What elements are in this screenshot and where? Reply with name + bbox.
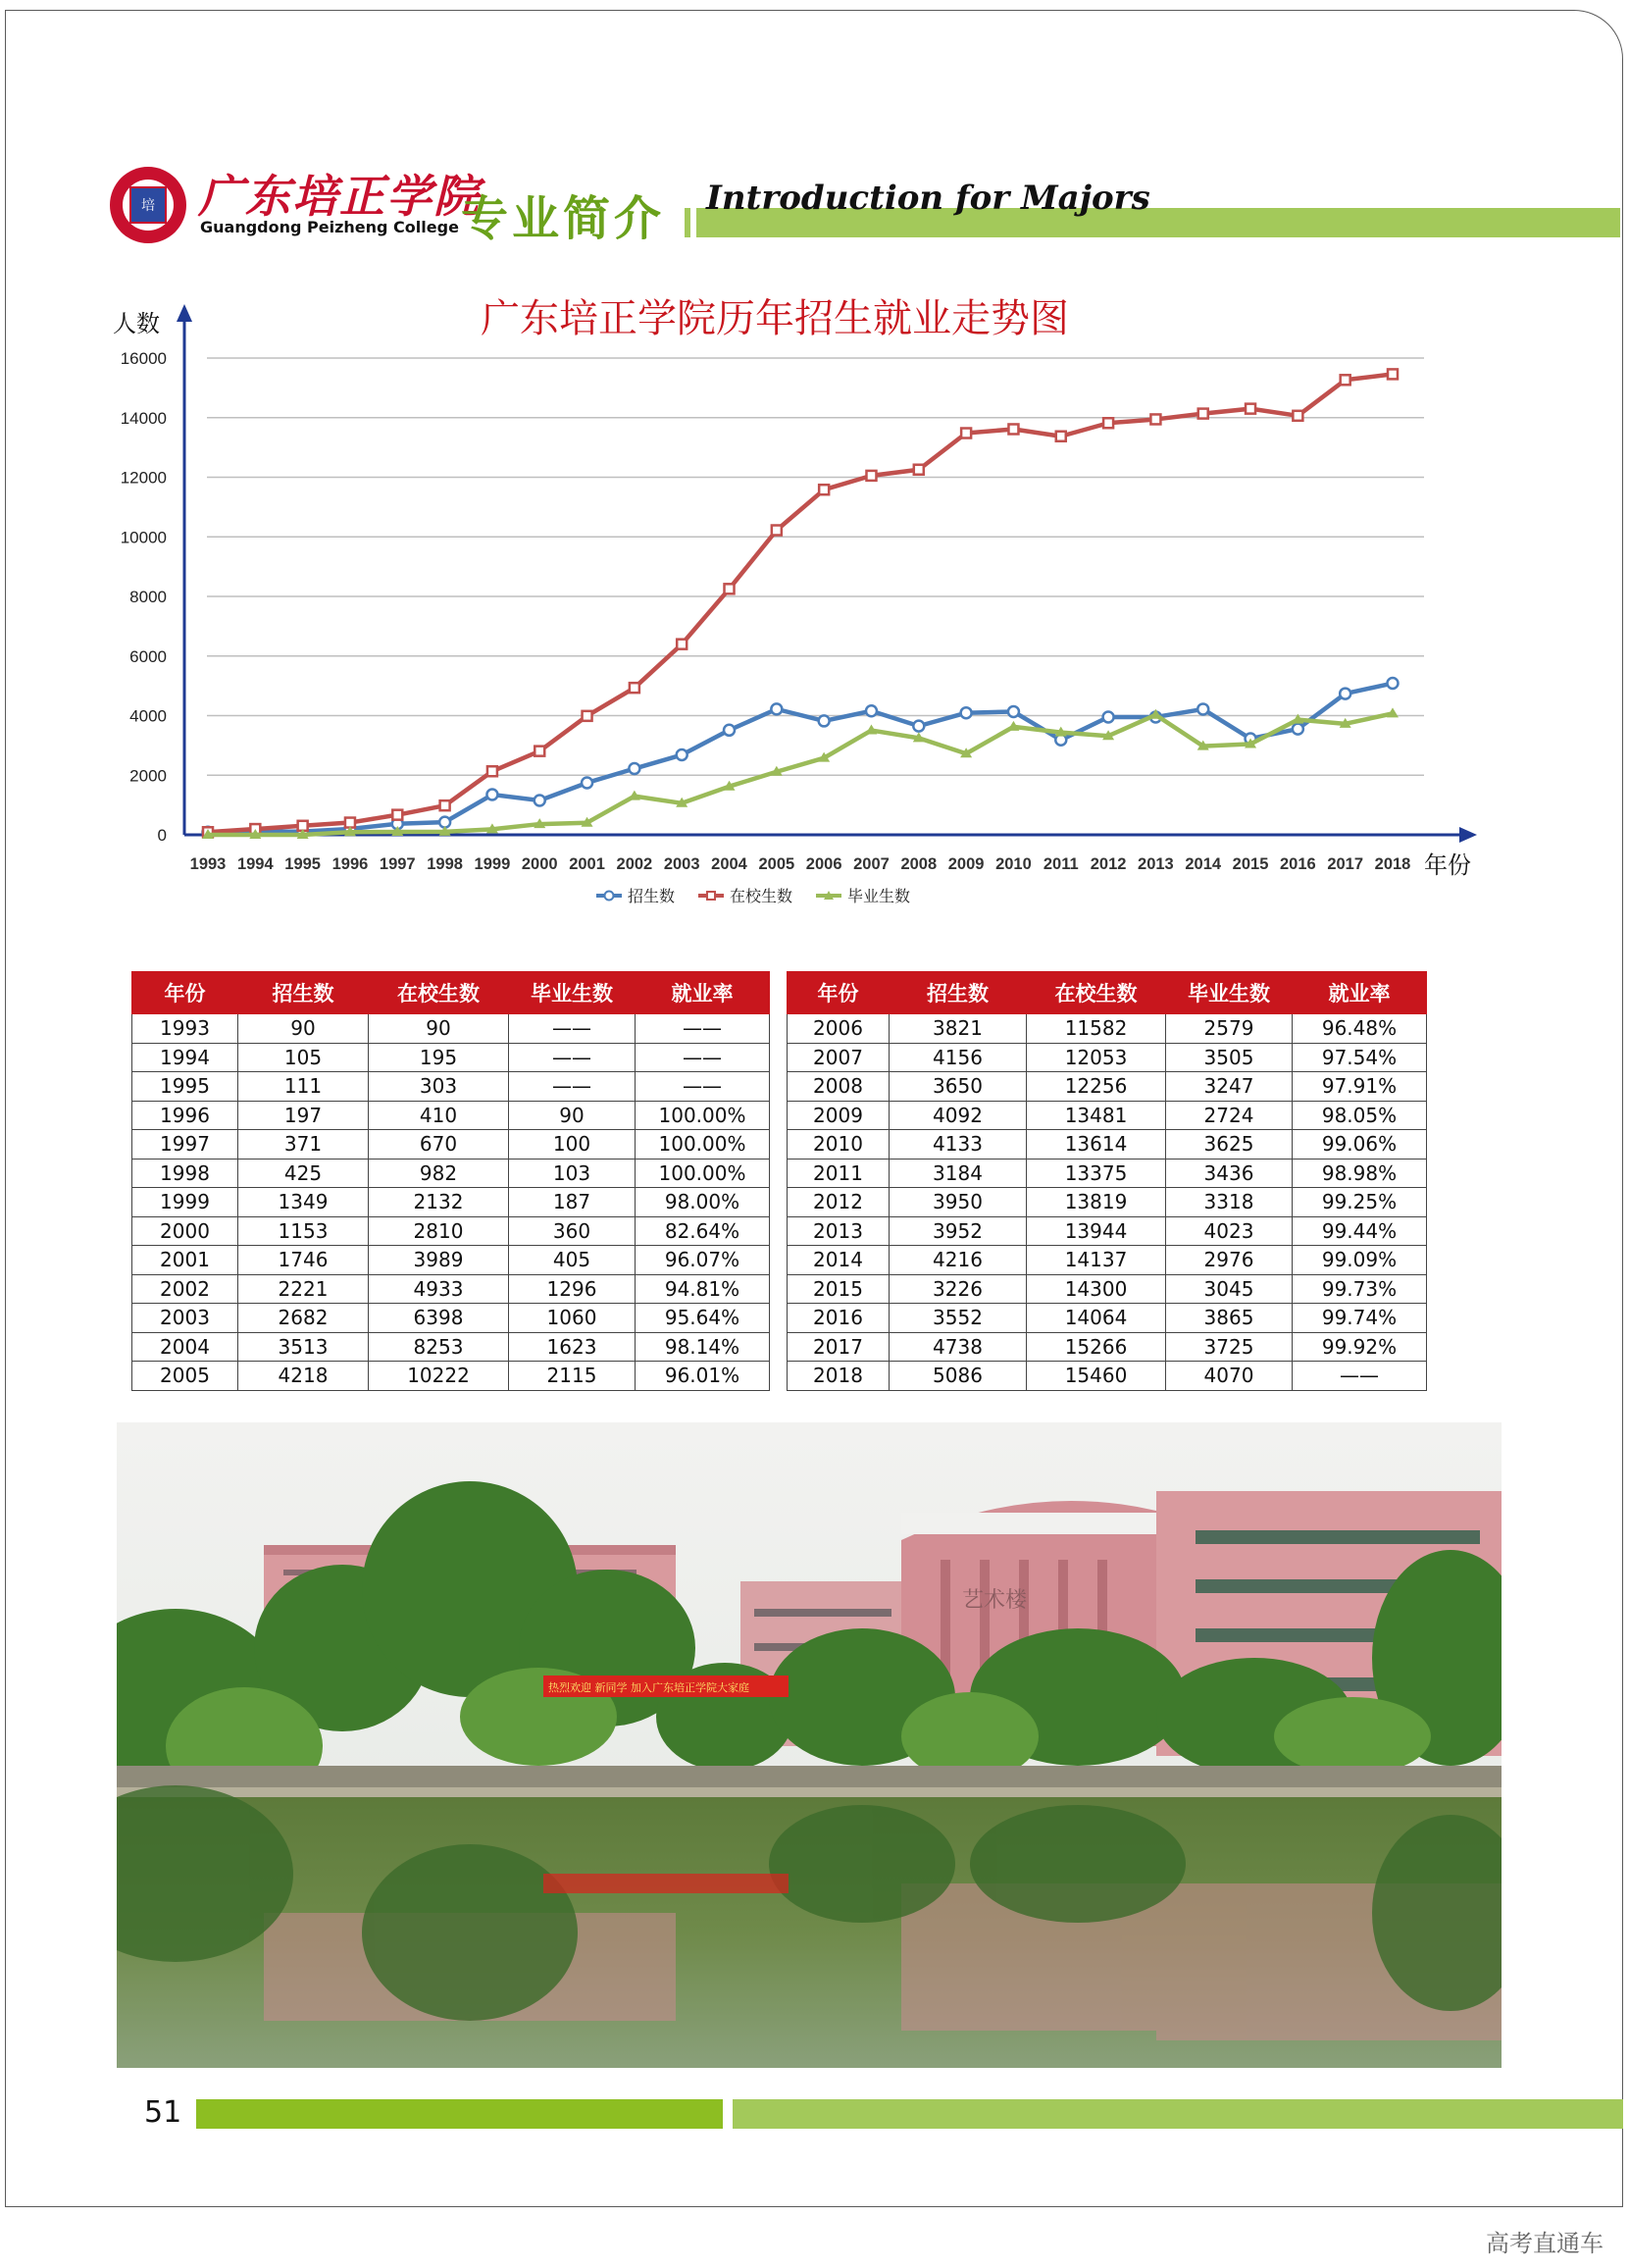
x-tick-label: 2002 — [616, 855, 653, 873]
data-point — [629, 763, 639, 774]
y-tick-label: 12000 — [120, 468, 167, 488]
table-cell: 2003 — [132, 1304, 238, 1333]
data-point — [535, 795, 545, 805]
table-cell: 8253 — [369, 1332, 509, 1362]
table-row — [788, 1332, 1427, 1362]
data-point — [1198, 409, 1208, 419]
table-cell: 3247 — [1166, 1072, 1293, 1102]
x-tick-label: 2000 — [521, 855, 558, 873]
table-cell: 2009 — [788, 1101, 890, 1130]
x-tick-label: 1995 — [284, 855, 321, 873]
table-cell: 95.64% — [636, 1304, 770, 1333]
data-point — [1008, 424, 1018, 434]
table-cell: 99.09% — [1293, 1246, 1427, 1275]
x-axis-arrow — [1459, 827, 1477, 843]
x-tick-label: 2015 — [1232, 855, 1269, 873]
data-point — [725, 584, 735, 593]
table-row — [132, 1304, 770, 1333]
table-cell: 4933 — [369, 1274, 509, 1304]
data-point — [1246, 404, 1255, 414]
table-cell: 82.64% — [636, 1216, 770, 1246]
table-row — [132, 1014, 770, 1044]
data-point — [1341, 375, 1350, 385]
table-cell: 13481 — [1027, 1101, 1166, 1130]
table-cell: 4218 — [238, 1362, 369, 1391]
data-point — [1293, 411, 1302, 421]
chart-title: 广东培正学院历年招生就业走势图 — [481, 296, 1069, 341]
table-cell: 2221 — [238, 1274, 369, 1304]
table-cell: 1349 — [238, 1188, 369, 1217]
data-point — [345, 818, 355, 828]
legend-marker — [605, 892, 614, 901]
x-tick-label: 1994 — [236, 855, 274, 873]
table-cell: 670 — [369, 1130, 509, 1160]
data-point — [582, 777, 592, 788]
table-cell: —— — [636, 1014, 770, 1044]
y-tick-label: 16000 — [120, 349, 167, 368]
stats-table-right — [787, 971, 1427, 1391]
table-row — [788, 1043, 1427, 1072]
table-cell: 2005 — [132, 1362, 238, 1391]
data-point — [535, 747, 544, 756]
college-emblem-icon — [110, 167, 186, 243]
table-row — [788, 1188, 1427, 1217]
x-tick-label: 2018 — [1374, 855, 1411, 873]
data-point — [772, 526, 782, 536]
table-cell: 1153 — [238, 1216, 369, 1246]
stats-table-left — [131, 971, 770, 1391]
table-cell: 111 — [238, 1072, 369, 1102]
table-row — [132, 1332, 770, 1362]
data-point — [914, 465, 924, 475]
table-cell: 1995 — [132, 1072, 238, 1102]
x-tick-label: 2012 — [1090, 855, 1127, 873]
watermark: 高考直通车 — [1486, 2230, 1604, 2257]
table-cell: 3989 — [369, 1246, 509, 1275]
table-cell: 1999 — [132, 1188, 238, 1217]
table-row — [788, 1304, 1427, 1333]
campus-photo — [117, 1422, 1502, 2068]
y-tick-label: 8000 — [129, 588, 167, 606]
x-tick-label: 2007 — [853, 855, 890, 873]
table-cell: 3184 — [890, 1159, 1027, 1188]
table-cell: 3625 — [1166, 1130, 1293, 1160]
table-cell: 982 — [369, 1159, 509, 1188]
y-axis-label: 人数 — [113, 310, 160, 337]
x-tick-label: 1999 — [474, 855, 511, 873]
table-cell: 1997 — [132, 1130, 238, 1160]
table-cell: 1998 — [132, 1159, 238, 1188]
table-cell: 100.00% — [636, 1159, 770, 1188]
data-point — [630, 683, 639, 693]
table-row — [788, 1130, 1427, 1160]
table-cell: —— — [509, 1043, 636, 1072]
table-cell: 14300 — [1027, 1274, 1166, 1304]
table-cell: —— — [1293, 1362, 1427, 1391]
table-cell: 425 — [238, 1159, 369, 1188]
table-cell: 11582 — [1027, 1014, 1166, 1044]
table-cell: 99.92% — [1293, 1332, 1427, 1362]
column-header: 在校生数 — [369, 972, 509, 1014]
table-row — [132, 1362, 770, 1391]
table-cell: 1993 — [132, 1014, 238, 1044]
table-cell: 3552 — [890, 1304, 1027, 1333]
table-cell: 98.98% — [1293, 1159, 1427, 1188]
table-cell: 3650 — [890, 1072, 1027, 1102]
x-tick-label: 1998 — [427, 855, 463, 873]
table-cell: 3821 — [890, 1014, 1027, 1044]
college-name-cn: 广东培正学院 — [198, 170, 481, 223]
table-cell: 2017 — [788, 1332, 890, 1362]
table-cell: 2810 — [369, 1216, 509, 1246]
table-cell: 3513 — [238, 1332, 369, 1362]
table-cell: 2976 — [1166, 1246, 1293, 1275]
table-cell: 90 — [238, 1014, 369, 1044]
column-header: 毕业生数 — [1166, 972, 1293, 1014]
table-row — [132, 1072, 770, 1102]
x-tick-label: 2016 — [1280, 855, 1316, 873]
data-point — [487, 766, 497, 776]
table-row — [788, 1216, 1427, 1246]
table-cell: 4216 — [890, 1246, 1027, 1275]
legend-label: 招生数 — [628, 887, 676, 905]
table-cell: 6398 — [369, 1304, 509, 1333]
x-tick-label: 2004 — [711, 855, 747, 873]
table-cell: 100.00% — [636, 1130, 770, 1160]
table-cell: 98.00% — [636, 1188, 770, 1217]
table-cell: 2012 — [788, 1188, 890, 1217]
table-cell: 99.06% — [1293, 1130, 1427, 1160]
table-cell: 99.73% — [1293, 1274, 1427, 1304]
table-cell: 97.54% — [1293, 1043, 1427, 1072]
footer-bar-dark — [196, 2099, 723, 2129]
data-point — [1197, 703, 1208, 714]
x-tick-label: 2008 — [900, 855, 938, 873]
series-line-1 — [208, 684, 1393, 833]
table-cell: 195 — [369, 1043, 509, 1072]
legend-label: 在校生数 — [730, 887, 793, 905]
table-cell: —— — [509, 1072, 636, 1102]
section-title-cn: 专业简介 — [461, 191, 666, 246]
table-row — [132, 1246, 770, 1275]
table-cell: 2006 — [788, 1014, 890, 1044]
x-tick-label: 2014 — [1185, 855, 1222, 873]
table-cell: 99.44% — [1293, 1216, 1427, 1246]
y-tick-label: 6000 — [129, 646, 167, 666]
data-point — [819, 485, 829, 494]
x-tick-label: 1997 — [379, 855, 416, 873]
legend-marker — [707, 892, 715, 900]
table-cell: 1994 — [132, 1043, 238, 1072]
table-cell: 3318 — [1166, 1188, 1293, 1217]
x-tick-label: 1996 — [331, 855, 369, 873]
x-tick-label: 2010 — [995, 855, 1032, 873]
x-axis-label: 年份 — [1424, 851, 1471, 879]
column-header: 就业率 — [1293, 972, 1427, 1014]
table-cell: 1296 — [509, 1274, 636, 1304]
column-header: 毕业生数 — [509, 972, 636, 1014]
table-row — [788, 1101, 1427, 1130]
table-cell: 2014 — [788, 1246, 890, 1275]
data-point — [1388, 678, 1399, 689]
table-cell: —— — [636, 1043, 770, 1072]
table-cell: 13944 — [1027, 1216, 1166, 1246]
y-tick-label: 0 — [157, 826, 167, 845]
data-point — [583, 711, 592, 721]
data-point — [677, 640, 687, 649]
x-tick-label: 2011 — [1043, 855, 1079, 873]
table-cell: 15460 — [1027, 1362, 1166, 1391]
table-cell: 12256 — [1027, 1072, 1166, 1102]
table-cell: 3952 — [890, 1216, 1027, 1246]
trend-chart-svg — [98, 292, 1491, 920]
table-cell: 3950 — [890, 1188, 1027, 1217]
table-cell: 3436 — [1166, 1159, 1293, 1188]
data-point — [1008, 706, 1019, 717]
data-point — [771, 703, 782, 714]
data-point — [1103, 418, 1113, 428]
table-cell: 2000 — [132, 1216, 238, 1246]
table-cell: 2724 — [1166, 1101, 1293, 1130]
x-tick-label: 2005 — [758, 855, 795, 873]
table-cell: 187 — [509, 1188, 636, 1217]
trend-chart — [98, 292, 1491, 920]
y-tick-label: 10000 — [120, 528, 167, 547]
table-cell: 13819 — [1027, 1188, 1166, 1217]
data-point — [1388, 369, 1398, 379]
y-tick-label: 2000 — [129, 766, 167, 786]
data-point — [1293, 724, 1303, 735]
table-cell: 4092 — [890, 1101, 1027, 1130]
table-row — [788, 1072, 1427, 1102]
data-point — [724, 725, 735, 736]
table-cell: 2002 — [132, 1274, 238, 1304]
column-header: 招生数 — [238, 972, 369, 1014]
table-cell: 371 — [238, 1130, 369, 1160]
table-row — [132, 1188, 770, 1217]
table-cell: 2018 — [788, 1362, 890, 1391]
x-tick-label: 1993 — [189, 855, 227, 873]
table-cell: 4738 — [890, 1332, 1027, 1362]
table-cell: 3045 — [1166, 1274, 1293, 1304]
table-cell: 2015 — [788, 1274, 890, 1304]
table-cell: 2007 — [788, 1043, 890, 1072]
table-cell: 303 — [369, 1072, 509, 1102]
table-cell: 3865 — [1166, 1304, 1293, 1333]
table-cell: 5086 — [890, 1362, 1027, 1391]
section-title-en: Introduction for Majors — [706, 179, 1150, 218]
college-name-en: Guangdong Peizheng College — [200, 218, 459, 236]
table-cell: 2004 — [132, 1332, 238, 1362]
building-sign: 艺术楼 — [962, 1588, 1028, 1613]
x-tick-label: 2009 — [947, 855, 985, 873]
table-header-row — [132, 972, 770, 1014]
table-cell: 97.91% — [1293, 1072, 1427, 1102]
table-cell: 1996 — [132, 1101, 238, 1130]
data-point — [961, 429, 971, 438]
table-cell: 98.14% — [636, 1332, 770, 1362]
data-point — [440, 800, 450, 810]
column-header: 年份 — [788, 972, 890, 1014]
table-cell: 4023 — [1166, 1216, 1293, 1246]
table-cell: 3725 — [1166, 1332, 1293, 1362]
footer-bar-light — [733, 2099, 1623, 2129]
table-cell: 96.48% — [1293, 1014, 1427, 1044]
y-tick-label: 14000 — [120, 408, 167, 428]
table-row — [788, 1246, 1427, 1275]
table-row — [132, 1216, 770, 1246]
table-cell: 99.25% — [1293, 1188, 1427, 1217]
data-point — [1056, 432, 1066, 441]
table-cell: 4156 — [890, 1043, 1027, 1072]
x-tick-label: 2017 — [1327, 855, 1364, 873]
data-point — [1103, 712, 1114, 723]
table-cell: 3505 — [1166, 1043, 1293, 1072]
data-point — [1340, 689, 1350, 699]
y-axis-arrow — [177, 304, 192, 322]
table-cell: 15266 — [1027, 1332, 1166, 1362]
table-cell: 96.01% — [636, 1362, 770, 1391]
column-header: 在校生数 — [1027, 972, 1166, 1014]
table-cell: 1746 — [238, 1246, 369, 1275]
table-cell: 410 — [369, 1101, 509, 1130]
column-header: 招生数 — [890, 972, 1027, 1014]
table-cell: 2010 — [788, 1130, 890, 1160]
data-point — [819, 715, 830, 726]
table-row — [132, 1043, 770, 1072]
table-row — [788, 1362, 1427, 1391]
table-cell: 2011 — [788, 1159, 890, 1188]
table-cell: 103 — [509, 1159, 636, 1188]
table-cell: 100.00% — [636, 1101, 770, 1130]
x-tick-label: 2013 — [1138, 855, 1174, 873]
column-header: 就业率 — [636, 972, 770, 1014]
table-cell: 405 — [509, 1246, 636, 1275]
table-cell: 96.07% — [636, 1246, 770, 1275]
table-cell: 2016 — [788, 1304, 890, 1333]
table-cell: 2132 — [369, 1188, 509, 1217]
table-cell: 10222 — [369, 1362, 509, 1391]
y-tick-label: 4000 — [129, 706, 167, 726]
data-point — [866, 705, 877, 716]
page-header — [110, 157, 1620, 255]
table-cell: 1060 — [509, 1304, 636, 1333]
table-cell: 2682 — [238, 1304, 369, 1333]
table-cell: 14064 — [1027, 1304, 1166, 1333]
table-cell: 2579 — [1166, 1014, 1293, 1044]
data-point — [866, 471, 876, 481]
table-cell: 12053 — [1027, 1043, 1166, 1072]
table-row — [788, 1274, 1427, 1304]
table-cell: 1623 — [509, 1332, 636, 1362]
table-row — [132, 1130, 770, 1160]
table-cell: —— — [509, 1014, 636, 1044]
table-row — [788, 1159, 1427, 1188]
page-number: 51 — [144, 2095, 182, 2130]
table-cell: 90 — [509, 1101, 636, 1130]
table-cell: 99.74% — [1293, 1304, 1427, 1333]
data-point — [913, 721, 924, 732]
table-cell: 2001 — [132, 1246, 238, 1275]
data-point — [961, 707, 972, 718]
table-cell: 98.05% — [1293, 1101, 1427, 1130]
table-row — [788, 1014, 1427, 1044]
x-tick-label: 2006 — [805, 855, 842, 873]
table-cell: 13614 — [1027, 1130, 1166, 1160]
data-point — [1150, 414, 1160, 424]
table-cell: 3226 — [890, 1274, 1027, 1304]
table-cell: 13375 — [1027, 1159, 1166, 1188]
data-point — [392, 810, 402, 820]
table-cell: 14137 — [1027, 1246, 1166, 1275]
table-row — [132, 1159, 770, 1188]
table-row — [132, 1274, 770, 1304]
table-header-row — [788, 972, 1427, 1014]
table-cell: —— — [636, 1072, 770, 1102]
table-cell: 100 — [509, 1130, 636, 1160]
table-cell: 2115 — [509, 1362, 636, 1391]
x-tick-label: 2003 — [663, 855, 700, 873]
table-cell: 2013 — [788, 1216, 890, 1246]
data-point — [677, 749, 687, 760]
legend-label: 毕业生数 — [847, 887, 911, 905]
table-cell: 197 — [238, 1101, 369, 1130]
column-header: 年份 — [132, 972, 238, 1014]
table-cell: 2008 — [788, 1072, 890, 1102]
table-cell: 94.81% — [636, 1274, 770, 1304]
table-cell: 90 — [369, 1014, 509, 1044]
emblem-text: 培 — [129, 186, 167, 224]
table-cell: 4133 — [890, 1130, 1027, 1160]
campus-banner: 热烈欢迎 新同学 加入广东培正学院大家庭 — [548, 1681, 749, 1694]
table-cell: 4070 — [1166, 1362, 1293, 1391]
x-tick-label: 2001 — [569, 855, 605, 873]
table-cell: 105 — [238, 1043, 369, 1072]
table-row — [132, 1101, 770, 1130]
table-cell: 360 — [509, 1216, 636, 1246]
data-point — [486, 790, 497, 800]
